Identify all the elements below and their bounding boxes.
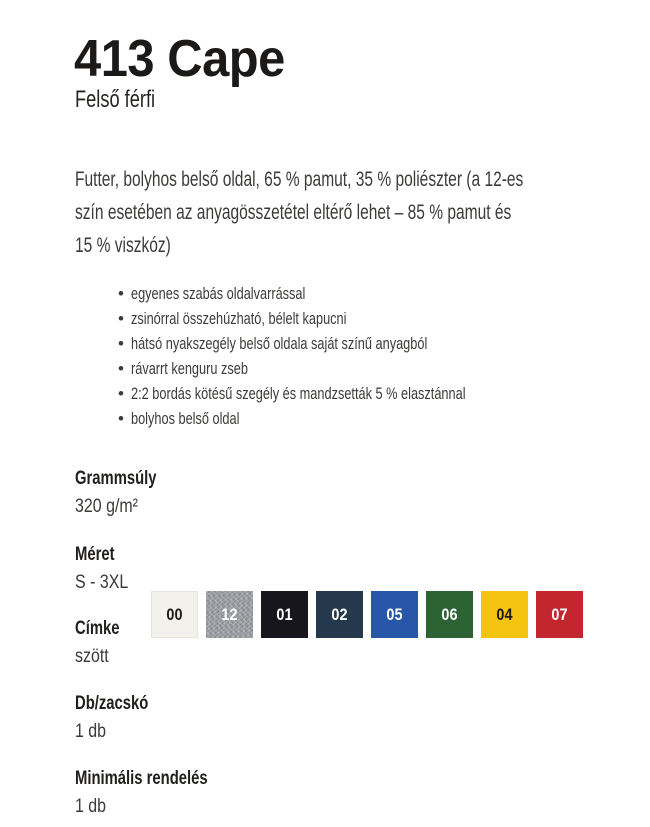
color-code: 05 <box>386 604 403 624</box>
page-title-text: 413 Cape <box>74 30 285 88</box>
spec-label-type <box>75 618 132 668</box>
feature-item: • hátsó nyakszegély belső oldala saját színű anyagból <box>118 331 577 356</box>
page-title <box>74 30 298 88</box>
color-swatch-row <box>151 591 583 638</box>
spec-size <box>75 544 138 594</box>
spec-pieces-per-bag <box>75 693 169 743</box>
color-code: 04 <box>496 604 513 624</box>
color-swatch-05 <box>371 591 418 638</box>
color-swatch-07 <box>536 591 583 638</box>
spec-label: Címke <box>75 618 120 639</box>
color-code: 06 <box>441 604 458 624</box>
color-code: 07 <box>551 604 568 624</box>
color-swatch-04 <box>481 591 528 638</box>
color-swatch-06 <box>426 591 473 638</box>
description-line: Futter, bolyhos belső oldal, 65 % pamut, 35 % poliészter (a 12-es <box>75 168 524 191</box>
spec-value: 1 db <box>75 721 107 742</box>
feature-list <box>118 281 577 431</box>
spec-minimum-order <box>75 768 245 818</box>
color-swatch-12 <box>206 591 253 638</box>
spec-label: Db/zacskó <box>75 693 149 714</box>
spec-value: szött <box>75 646 109 667</box>
feature-item: • zsinórral összehúzható, bélelt kapucni <box>118 306 577 331</box>
spec-value: 320 g/m² <box>75 496 138 517</box>
feature-item: • bolyhos belső oldal <box>118 406 577 431</box>
color-code: 12 <box>221 604 238 624</box>
spec-value: 1 db <box>75 796 107 817</box>
spec-label: Grammsúly <box>75 468 157 489</box>
spec-label: Méret <box>75 544 115 565</box>
color-swatch-02 <box>316 591 363 638</box>
color-code: 00 <box>166 604 183 624</box>
feature-item: • rávarrt kenguru zseb <box>118 356 577 381</box>
color-swatch-00 <box>151 591 198 638</box>
feature-item: • egyenes szabás oldalvarrással <box>118 281 577 306</box>
spec-label: Minimális rendelés <box>75 768 208 789</box>
feature-item: • 2:2 bordás kötésű szegély és mandzsetták 5 % elasztánnal <box>118 381 577 406</box>
description-line: szín esetében az anyagösszetétel eltérő lehet – 85 % pamut és <box>75 201 512 224</box>
color-code: 02 <box>331 604 348 624</box>
spec-weight <box>75 468 180 518</box>
product-description <box>75 163 650 262</box>
description-line: 15 % viszkóz) <box>75 234 171 257</box>
spec-value: S - 3XL <box>75 572 129 593</box>
product-subtitle: Felső férfi <box>75 86 156 113</box>
color-swatch-01 <box>261 591 308 638</box>
color-code: 01 <box>276 604 293 624</box>
